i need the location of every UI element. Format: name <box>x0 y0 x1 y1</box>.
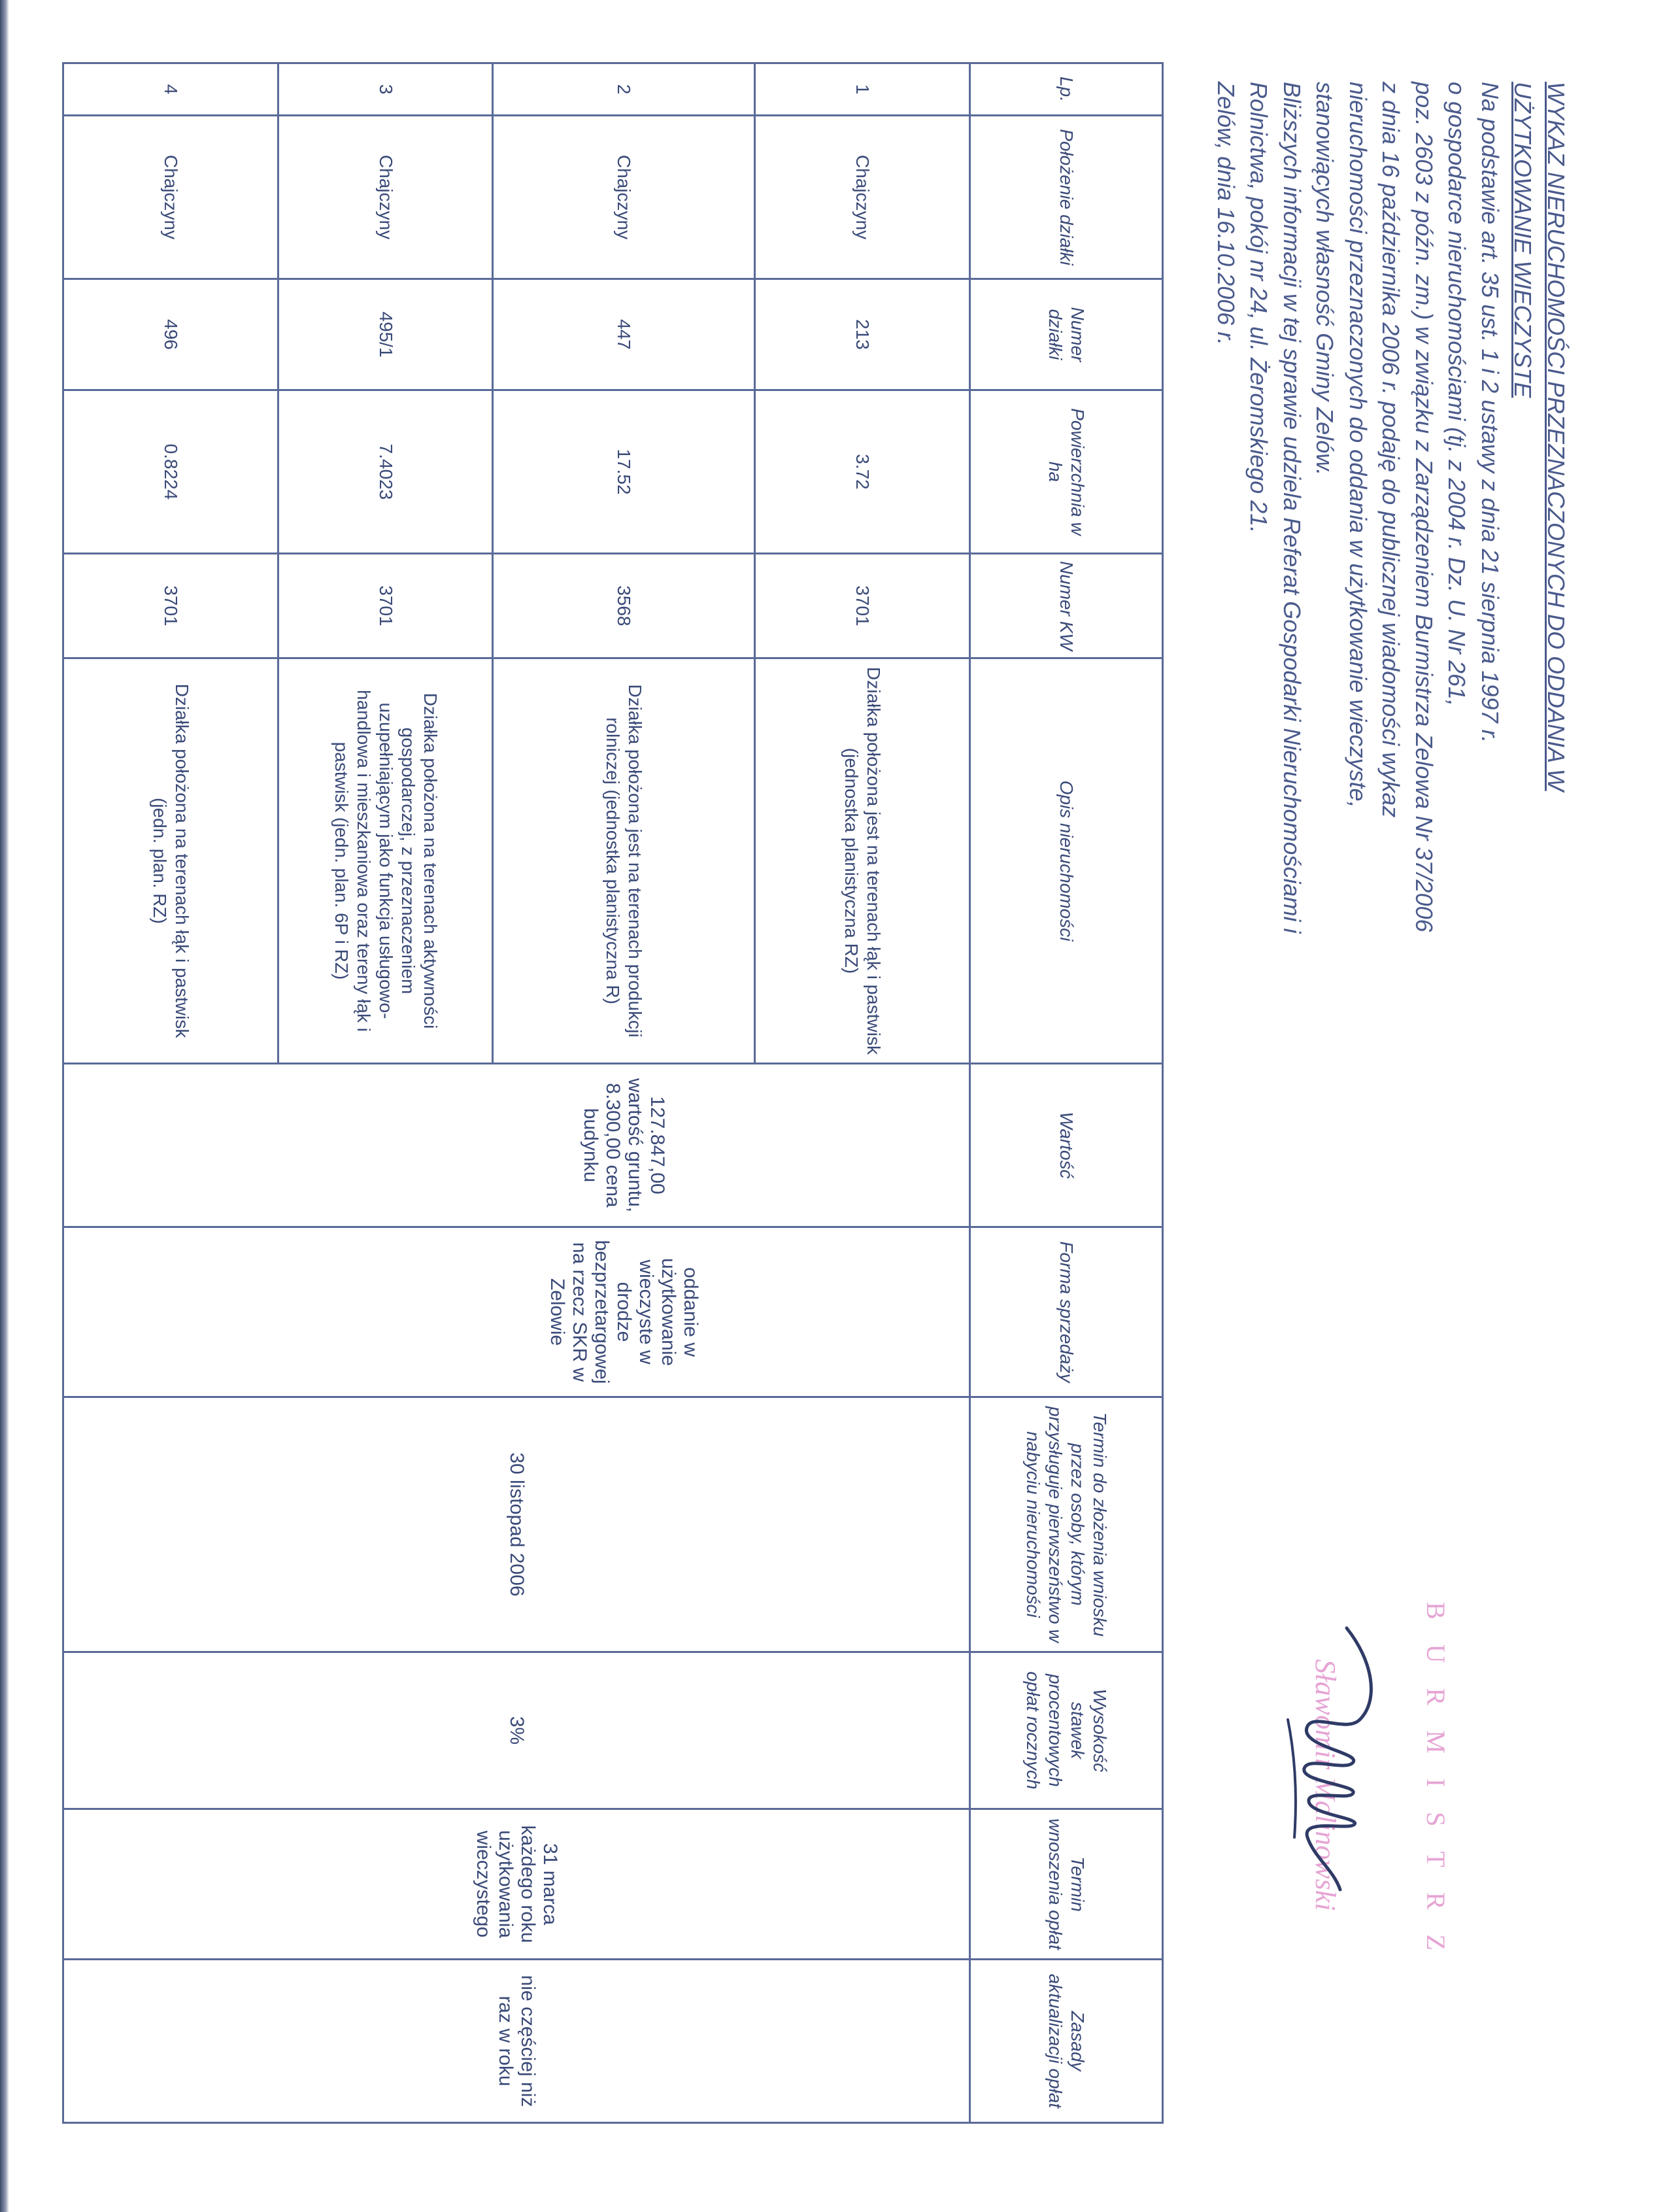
cell-powierzchnia: 0.8224 <box>63 390 278 554</box>
cell-powierzchnia: 3.72 <box>755 390 970 554</box>
cell-termin-oplat-top <box>755 1809 970 1960</box>
cell-zasady-bottom <box>63 1960 278 2123</box>
termin-oplat-value: 31 marca każdego roku użytkowania wieczystego <box>473 1825 562 1943</box>
header-termin-oplat: Termin wnoszenia opłat <box>970 1809 1163 1960</box>
cell-powierzchnia: 17.52 <box>493 390 755 554</box>
header-numer-dzialki: Numer działki <box>970 279 1163 390</box>
header-line: nieruchomości przeznaczonych do oddania w użytkowanie wieczyste, <box>1345 82 1372 808</box>
cell-termin-top <box>755 1397 970 1652</box>
header-termin-wniosku: Termin do złożenia wniosku przez osoby, którym przysługuje pierwszeństwo w nabyciu nieruchomości <box>970 1397 1163 1652</box>
cell-wartosc-mid <box>278 1064 493 1227</box>
cell-lp: 3 <box>278 63 493 116</box>
cell-polozenie: Chajczyny <box>278 116 493 279</box>
handwritten-signature-icon <box>1275 1622 1386 1896</box>
cell-polozenie: Chajczyny <box>63 116 278 279</box>
header-line: stanowiących własność Gminy Zelów. <box>1311 82 1339 476</box>
cell-forma-mid <box>278 1227 493 1397</box>
cell-wartosc-top <box>755 1064 970 1227</box>
termin-wniosku-value: 30 listopad 2006 <box>506 1452 528 1597</box>
header-stawki: Wysokość stawek procentowych opłat rocznych <box>970 1652 1163 1809</box>
header-title-line-2: UŻYTKOWANIE WIECZYSTE <box>1509 82 1537 398</box>
cell-lp: 2 <box>493 63 755 116</box>
cell-zasady-top <box>755 1960 970 2123</box>
cell-opis: Działka położona na terenach aktywności gospodarczej, z przeznaczeniem uzupełniającym jako funkcja usługowo-handlowa i mieszkaniowa oraz tereny łąk i pastwisk (jedn. plan. 6P i RZ) <box>278 658 493 1064</box>
cell-stawka-top <box>755 1652 970 1809</box>
cell-numer: 447 <box>493 279 755 390</box>
cell-zasady-shared <box>278 1960 755 2123</box>
header-opis: Opis nieruchomości <box>970 658 1163 1064</box>
cell-kw: 3568 <box>493 554 755 658</box>
header-wartosc: Wartość <box>970 1064 1163 1227</box>
header-powierzchnia: Powierzchnia w ha <box>970 390 1163 554</box>
header-line: poz. 2603 z późn. zm.) w związku z Zarządzeniem Burmistrza Zelowa Nr 37/2006 <box>1411 82 1438 932</box>
cell-kw: 3701 <box>755 554 970 658</box>
table-row <box>755 63 970 2123</box>
cell-termin-shared <box>278 1397 755 1652</box>
header-forma-sprzedazy: Forma sprzedaży <box>970 1227 1163 1397</box>
wartosc-value: 127.847,00 wartość gruntu, 8.300,00 cena budynku <box>580 1078 669 1213</box>
cell-numer: 495/1 <box>278 279 493 390</box>
header-lp: Lp. <box>970 63 1163 116</box>
header-date-line: Zelów, dnia 16.10.2006 r. <box>1213 82 1239 345</box>
table-row <box>493 63 755 2123</box>
announcement-header <box>1209 82 1573 1847</box>
header-line: z dnia 16 października 2006 r. podaję do publicznej wiadomości wykaz <box>1377 82 1405 818</box>
cell-kw: 3701 <box>63 554 278 658</box>
cell-termin-oplat-shared <box>278 1809 755 1960</box>
cell-wartosc-shared <box>493 1064 755 1227</box>
table-header-row <box>970 63 1163 2123</box>
stamp-name: Sławomir Malinowski <box>1309 1659 1341 1911</box>
cell-stawka-shared <box>278 1652 755 1809</box>
table-row <box>63 63 278 2123</box>
cell-wartosc-bottom <box>63 1064 278 1227</box>
cell-stawka-bottom <box>63 1652 278 1809</box>
stawka-value: 3% <box>506 1716 528 1745</box>
cell-kw: 3701 <box>278 554 493 658</box>
header-polozenie: Położenie działki <box>970 116 1163 279</box>
cell-polozenie: Chajczyny <box>493 116 755 279</box>
cell-opis: Działka położona jest na terenach łąk i pastwisk (jednostka planistyczna RZ) <box>755 658 970 1064</box>
cell-polozenie: Chajczyny <box>755 116 970 279</box>
header-line: o gospodarce nieruchomościami (tj. z 2004 r. Dz. U. Nr 261, <box>1443 82 1471 707</box>
cell-lp: 4 <box>63 63 278 116</box>
header-numer-kw: Numer KW <box>970 554 1163 658</box>
header-line: Na podstawie art. 35 ust. 1 i 2 ustawy z dnia 21 sierpnia 1997 r. <box>1477 82 1504 743</box>
cell-termin-oplat-bottom <box>63 1809 278 1960</box>
cell-powierzchnia: 7.4023 <box>278 390 493 554</box>
cell-numer: 496 <box>63 279 278 390</box>
cell-forma-top <box>755 1227 970 1397</box>
cell-lp: 1 <box>755 63 970 116</box>
cell-forma-shared <box>493 1227 755 1397</box>
header-line: Bliższych informacji w tej sprawie udziela Referat Gospodarki Nieruchomościami i <box>1279 82 1305 934</box>
forma-value: oddanie w użytkowanie wieczyste w drodze bezprzetargowej na rzecz SKR w Zelowie <box>547 1240 702 1384</box>
cell-numer: 213 <box>755 279 970 390</box>
zasady-value: nie częściej niż raz w roku <box>495 1975 539 2107</box>
cell-opis: Działka położona jest na terenach produkcji rolniczej (jednostka planistyczna R) <box>493 658 755 1064</box>
cell-opis: Działka położona na terenach łąk i pastwisk (jedn. plan. RZ) <box>63 658 278 1064</box>
header-title-line-1: WYKAZ NIERUCHOMOŚCI PRZEZNACZONYCH DO ODDANIA W <box>1543 82 1570 791</box>
property-list-table <box>62 62 1164 2124</box>
cell-termin-bottom <box>63 1397 278 1652</box>
stamp-title: BURMISTRZ <box>1421 1602 1451 1975</box>
header-line: Rolnictwa, pokój nr 24, ul. Żeromskiego 21. <box>1245 82 1273 534</box>
header-zasady: Zasady aktualizacji opłat <box>970 1960 1163 2123</box>
cell-forma-bottom <box>63 1227 278 1397</box>
